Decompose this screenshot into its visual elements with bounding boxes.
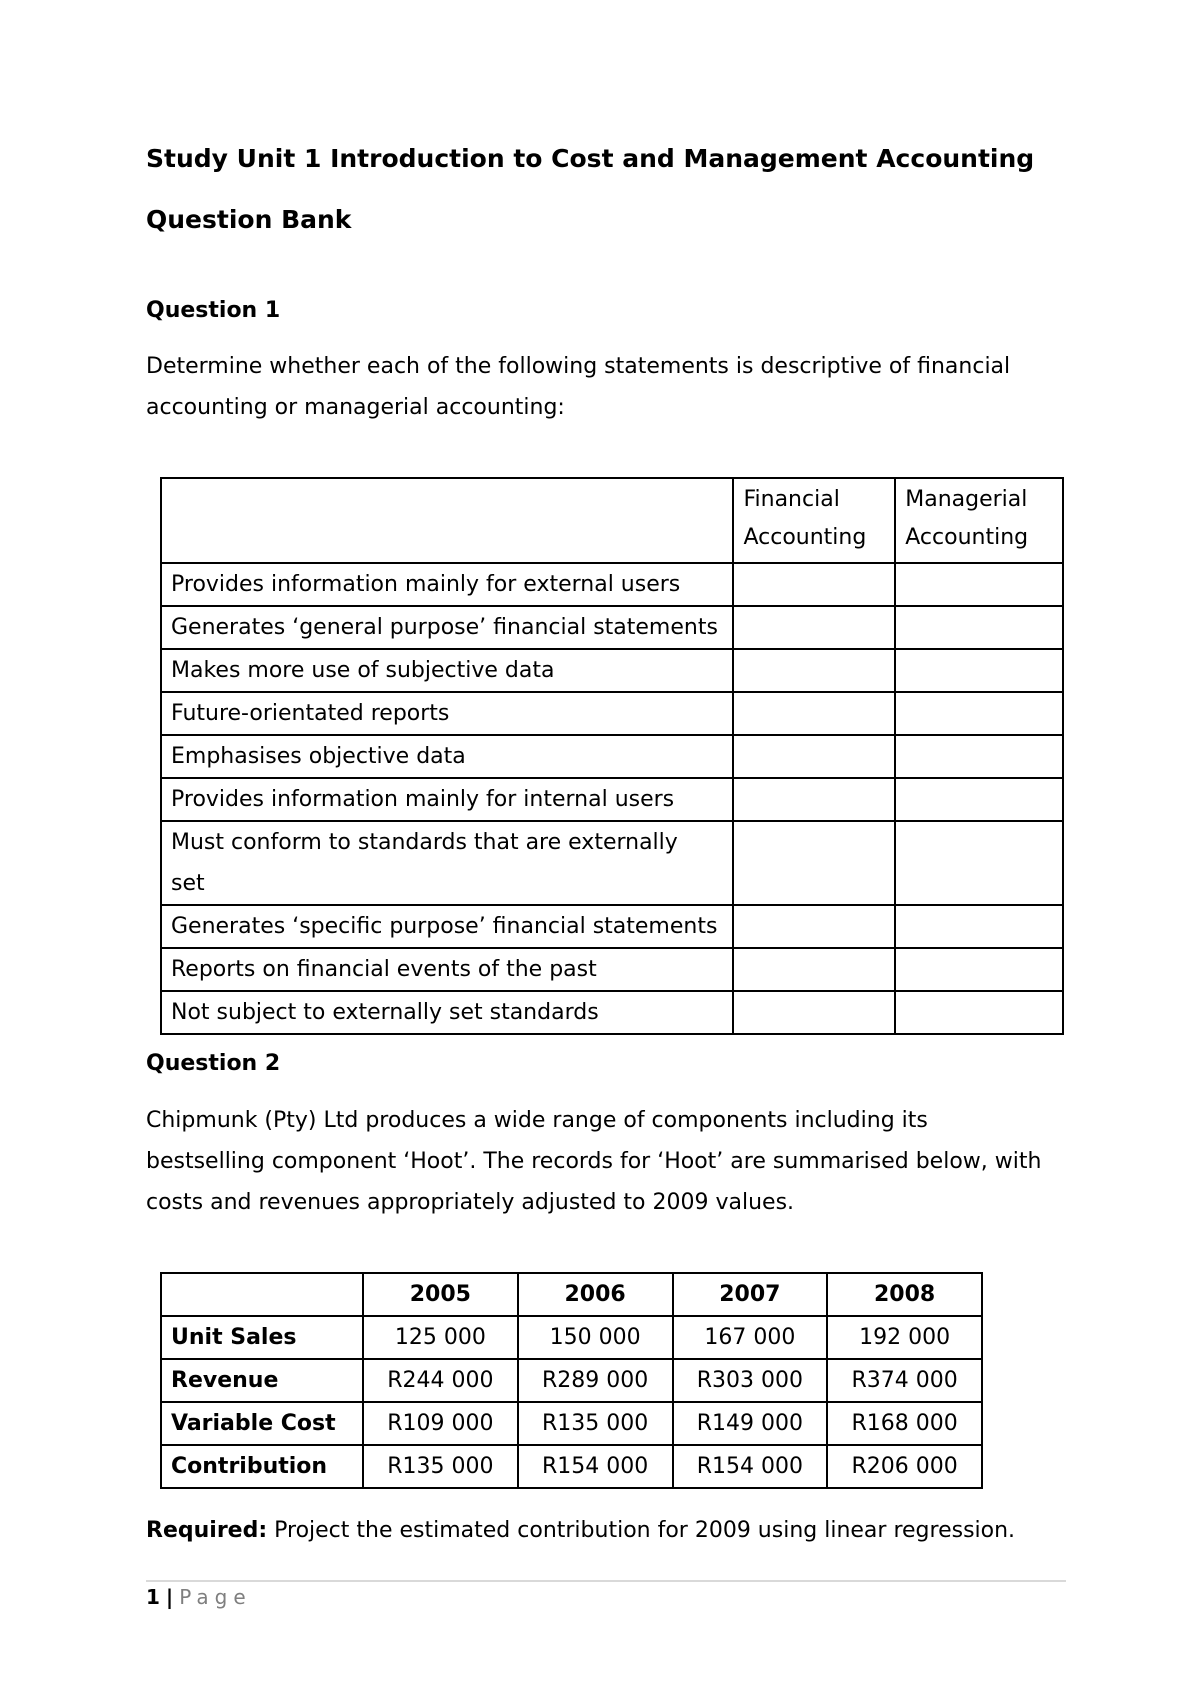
- statement-cell: Emphasises objective data: [161, 735, 733, 778]
- table-row: [161, 905, 1063, 948]
- question-2-table: [160, 1272, 983, 1489]
- managerial-answer-cell[interactable]: [895, 649, 1063, 692]
- document-subtitle: Question Bank: [146, 205, 352, 234]
- statement-cell: Provides information mainly for internal users: [161, 778, 733, 821]
- page-label: Page: [179, 1585, 252, 1609]
- table-row: [161, 735, 1063, 778]
- statement-cell: Generates ‘general purpose’ financial statements: [161, 606, 733, 649]
- question-2-intro: [146, 1100, 1066, 1223]
- question-1-intro: [146, 346, 1066, 428]
- statement-line-2: set: [171, 871, 205, 896]
- footer-divider: [146, 1580, 1066, 1582]
- table-cell: R109 000: [363, 1402, 518, 1445]
- managerial-answer-cell[interactable]: [895, 692, 1063, 735]
- required-instruction: [146, 1518, 1015, 1543]
- statement-cell: Not subject to externally set standards: [161, 991, 733, 1034]
- statement-cell: Generates ‘specific purpose’ financial statements: [161, 905, 733, 948]
- table-cell: R244 000: [363, 1359, 518, 1402]
- question-2-intro-line-2: bestselling component ‘Hoot’. The records for ‘Hoot’ are summarised below, with: [146, 1149, 1042, 1174]
- year-header: 2008: [827, 1273, 982, 1316]
- table-cell: 125 000: [363, 1316, 518, 1359]
- row-label: Revenue: [161, 1359, 363, 1402]
- financial-answer-cell[interactable]: [733, 606, 895, 649]
- table-cell: R154 000: [673, 1445, 828, 1488]
- table-cell: 192 000: [827, 1316, 982, 1359]
- table-row: [161, 1316, 982, 1359]
- table-cell: R149 000: [673, 1402, 828, 1445]
- managerial-answer-cell[interactable]: [895, 948, 1063, 991]
- table-row: [161, 948, 1063, 991]
- managerial-answer-cell[interactable]: [895, 778, 1063, 821]
- header-managerial-line-1: Managerial: [905, 487, 1028, 512]
- table-header-row: [161, 1273, 982, 1316]
- table-cell: R168 000: [827, 1402, 982, 1445]
- statement-cell: Future-orientated reports: [161, 692, 733, 735]
- document-title: Study Unit 1 Introduction to Cost and Management Accounting: [146, 144, 1035, 173]
- question-1-table: [160, 477, 1064, 1035]
- financial-answer-cell[interactable]: [733, 948, 895, 991]
- table-cell: 150 000: [518, 1316, 673, 1359]
- financial-answer-cell[interactable]: [733, 649, 895, 692]
- question-2-intro-line-3: costs and revenues appropriately adjusted to 2009 values.: [146, 1190, 795, 1215]
- question-1-intro-line-2: accounting or managerial accounting:: [146, 395, 565, 420]
- year-header: 2005: [363, 1273, 518, 1316]
- question-1-intro-line-1: Determine whether each of the following statements is descriptive of financial: [146, 354, 1011, 379]
- header-managerial-line-2: Accounting: [905, 525, 1029, 550]
- statement-cell: Reports on financial events of the past: [161, 948, 733, 991]
- financial-answer-cell[interactable]: [733, 778, 895, 821]
- table-row: [161, 649, 1063, 692]
- footer-separator: |: [165, 1585, 174, 1609]
- table-row: [161, 991, 1063, 1034]
- table-row: [161, 606, 1063, 649]
- financial-answer-cell[interactable]: [733, 563, 895, 606]
- table-cell: R135 000: [363, 1445, 518, 1488]
- managerial-answer-cell[interactable]: [895, 821, 1063, 905]
- question-2-heading: Question 2: [146, 1051, 281, 1076]
- table-cell: 167 000: [673, 1316, 828, 1359]
- managerial-answer-cell[interactable]: [895, 905, 1063, 948]
- year-header: 2006: [518, 1273, 673, 1316]
- table-header-empty-cell: [161, 478, 733, 563]
- table-row: [161, 563, 1063, 606]
- managerial-answer-cell[interactable]: [895, 991, 1063, 1034]
- table-cell: R206 000: [827, 1445, 982, 1488]
- header-financial-line-1: Financial: [743, 487, 840, 512]
- question-2-intro-line-1: Chipmunk (Pty) Ltd produces a wide range of components including its: [146, 1108, 928, 1133]
- row-label: Variable Cost: [161, 1402, 363, 1445]
- header-financial-accounting: [733, 478, 895, 563]
- statement-cell: Provides information mainly for external users: [161, 563, 733, 606]
- table-cell: R374 000: [827, 1359, 982, 1402]
- table-row: [161, 1402, 982, 1445]
- table-cell: R303 000: [673, 1359, 828, 1402]
- managerial-answer-cell[interactable]: [895, 606, 1063, 649]
- header-financial-line-2: Accounting: [743, 525, 867, 550]
- financial-answer-cell[interactable]: [733, 692, 895, 735]
- financial-answer-cell[interactable]: [733, 821, 895, 905]
- row-label: Contribution: [161, 1445, 363, 1488]
- table-row: [161, 821, 1063, 905]
- year-header: 2007: [673, 1273, 828, 1316]
- financial-answer-cell[interactable]: [733, 735, 895, 778]
- required-text: Project the estimated contribution for 2009 using linear regression.: [267, 1518, 1016, 1543]
- table-row: [161, 778, 1063, 821]
- header-managerial-accounting: [895, 478, 1063, 563]
- page-number: 1: [146, 1585, 160, 1609]
- table-header-empty-cell: [161, 1273, 363, 1316]
- page-footer: [146, 1585, 252, 1609]
- table-row: [161, 1359, 982, 1402]
- table-row: [161, 1445, 982, 1488]
- table-header-row: [161, 478, 1063, 563]
- financial-answer-cell[interactable]: [733, 991, 895, 1034]
- managerial-answer-cell[interactable]: [895, 735, 1063, 778]
- required-label: Required:: [146, 1518, 268, 1543]
- table-row: [161, 692, 1063, 735]
- statement-line-1: Must conform to standards that are externally: [171, 830, 678, 855]
- managerial-answer-cell[interactable]: [895, 563, 1063, 606]
- row-label: Unit Sales: [161, 1316, 363, 1359]
- table-cell: R154 000: [518, 1445, 673, 1488]
- table-cell: R135 000: [518, 1402, 673, 1445]
- question-1-heading: Question 1: [146, 298, 281, 323]
- financial-answer-cell[interactable]: [733, 905, 895, 948]
- statement-cell: Makes more use of subjective data: [161, 649, 733, 692]
- statement-cell: [161, 821, 733, 905]
- table-cell: R289 000: [518, 1359, 673, 1402]
